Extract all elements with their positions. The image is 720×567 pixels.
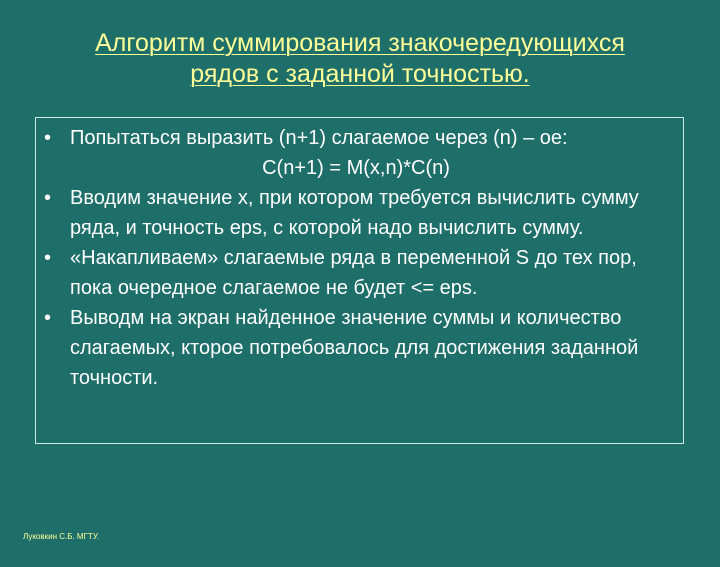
bullet-dot: •	[44, 127, 52, 149]
footer-author: Луковкин С.Б. МГТУ.	[23, 532, 100, 541]
slide-title-line-2: рядов с заданной точностью.	[190, 60, 530, 88]
bullet-text: Попытаться выразить (n+1) слагаемое через (n) – ое:	[70, 127, 568, 149]
formula: C(n+1) = M(x,n)*C(n)	[262, 157, 450, 179]
bullet-dot: •	[44, 247, 52, 269]
bullet-text: Вводим значение x, при котором требуется вычислить сумму ряда, и точность eps, с которой надо вычислить сумму.	[70, 187, 639, 239]
slide-title	[40, 28, 680, 90]
bullet-item-2	[42, 183, 682, 243]
bullet-text: «Накапливаем» слагаемые ряда в переменной S до тех пор, пока очередное слагаемое не будет <= eps.	[70, 247, 637, 299]
bullet-text: Выводм на экран найденное значение суммы и количество слагаемых, кторое потребовалось для достижения заданной точности.	[70, 307, 639, 389]
bullet-list	[42, 123, 682, 393]
bullet-dot: •	[44, 187, 52, 209]
bullet-item-1	[42, 123, 682, 183]
slide-title-line-1: Алгоритм суммирования знакочередующихся	[95, 29, 625, 57]
bullet-dot: •	[44, 307, 52, 329]
bullet-item-4	[42, 303, 682, 393]
bullet-item-3	[42, 243, 682, 303]
